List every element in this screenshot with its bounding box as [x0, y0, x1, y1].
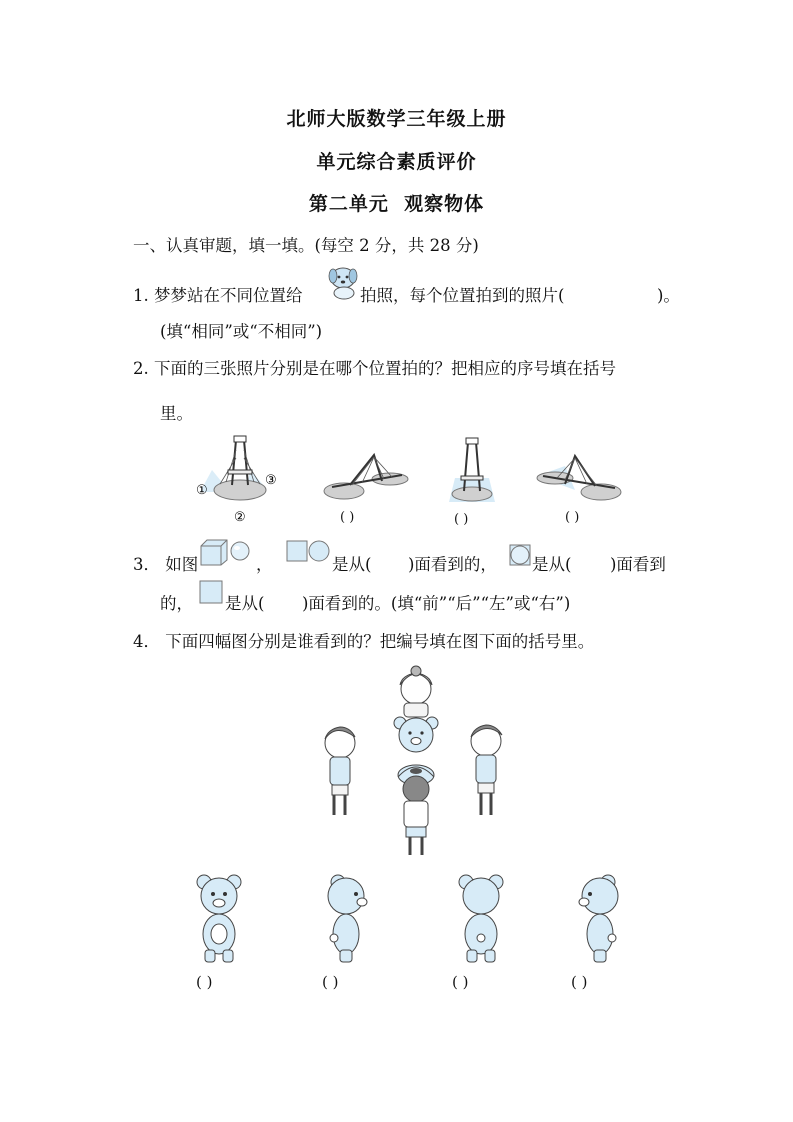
q1-text-a: 1. 梦梦站在不同位置给: [133, 286, 303, 305]
bear-1-answer-blank[interactable]: ( ): [196, 973, 213, 991]
position-label-2: ②: [234, 510, 246, 525]
view-square-with-circle: [509, 544, 531, 566]
q1-text-c: )。: [657, 286, 680, 305]
puppy-icon: [326, 264, 360, 300]
view-square: [199, 580, 223, 604]
q2-text-line2: 里。: [160, 404, 193, 423]
unit-title: 第二单元 观察物体: [308, 193, 485, 215]
view-square-circle: [286, 540, 332, 562]
q3-text-i: )面看到的。(填“前”“后”“左”或“右”): [302, 594, 571, 613]
q1-text-b: 拍照，每个位置拍到的照片(: [360, 286, 565, 305]
cube-sphere-figure: [199, 538, 251, 566]
q3-text-e: 是从(: [532, 555, 572, 574]
q3-text-g: 的，: [160, 594, 193, 613]
position-label-3: ③: [265, 473, 277, 488]
photo-side-view-1: [322, 445, 412, 505]
position-label-1: ①: [196, 483, 208, 498]
q2-text-line1: 2. 下面的三张照片分别是在哪个位置拍的？把相应的序号填在括号: [133, 359, 616, 378]
bear-left-side-view: [322, 872, 372, 964]
q3-text-c: 是从(: [332, 555, 372, 574]
bear-4-answer-blank[interactable]: ( ): [571, 973, 588, 991]
q3-text-f: )面看到: [610, 555, 666, 574]
q4-text: 4． 下面四幅图分别是谁看到的？把编号填在图下面的括号里。: [133, 632, 595, 651]
bear-right-side-view: [574, 872, 624, 964]
q1-hint: (填“相同”或“不相同”): [160, 322, 323, 341]
document-subtitle: 单元综合素质评价: [316, 151, 477, 173]
q3-text-d: )面看到的，: [408, 555, 497, 574]
q3-text-h: 是从(: [225, 594, 265, 613]
bear-3-answer-blank[interactable]: ( ): [452, 973, 469, 991]
bridge-with-positions: [190, 430, 290, 525]
section-heading: 一、认真审题，填一填。(每空 2 分，共 28 分): [133, 236, 479, 255]
bear-back-view: [455, 872, 507, 964]
photo-side-view-2: [535, 446, 625, 506]
photo-1-answer-blank[interactable]: ( ): [340, 510, 355, 525]
photo-front-view: [447, 436, 497, 506]
q3-text-a: 3． 如图: [133, 555, 199, 574]
photo-2-answer-blank[interactable]: ( ): [454, 512, 469, 527]
bear-front-view: [193, 872, 245, 964]
document-title: 北师大版数学三年级上册: [286, 108, 507, 130]
photo-3-answer-blank[interactable]: ( ): [565, 510, 580, 525]
bear-2-answer-blank[interactable]: ( ): [322, 973, 339, 991]
q3-text-b: ，: [256, 555, 273, 574]
scene-children-around-bear: [318, 665, 514, 860]
